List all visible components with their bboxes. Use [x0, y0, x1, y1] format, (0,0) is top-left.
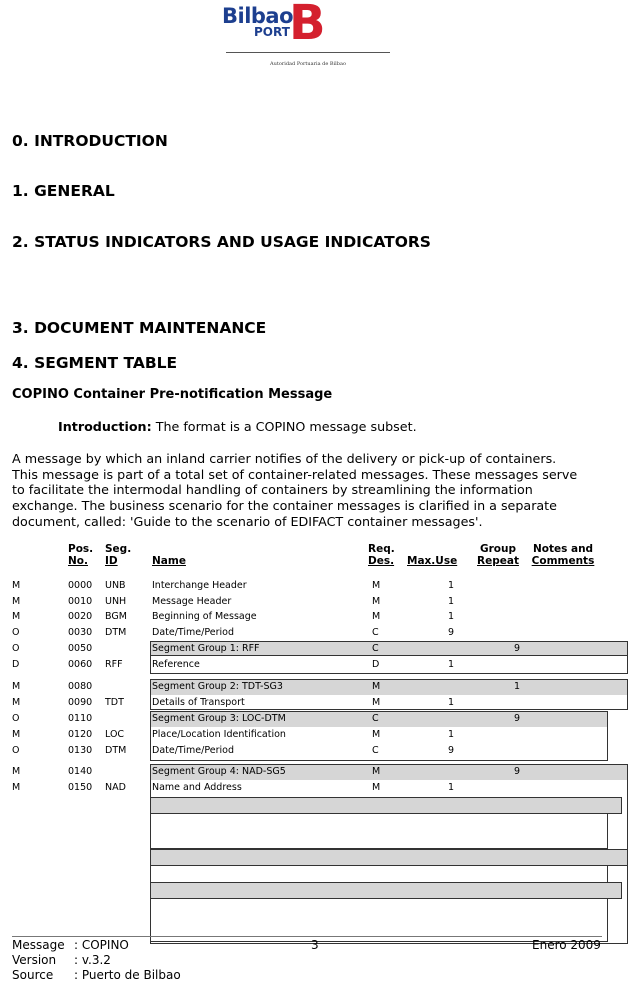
row-seg-id: LOC — [105, 729, 125, 740]
row-name: Message Header — [152, 596, 232, 607]
paragraph-line: A message by which an inland carrier notifies of the delivery or pick-up of containers. — [12, 451, 557, 466]
logo-port-text: PORT — [254, 25, 290, 39]
footer-date: Enero 2009 — [532, 938, 601, 952]
row-seg-id: UNB — [105, 580, 126, 591]
nested-group-box — [150, 865, 608, 883]
row-seg-id: DTM — [105, 627, 127, 638]
row-seg-id: UNH — [105, 596, 127, 607]
row-max-use: 1 — [448, 782, 455, 793]
row-pos-no: 0050 — [68, 643, 93, 654]
row-req-des: M — [372, 580, 381, 591]
row-max-use: 1 — [448, 659, 455, 670]
row-name: Interchange Header — [152, 580, 247, 591]
paragraph-line: This message is part of a total set of container-related messages. These messages serve — [12, 466, 578, 482]
row-pos-no: 0020 — [68, 611, 93, 622]
row-pos-no: 0130 — [68, 745, 93, 756]
heading-introduction: 0. INTRODUCTION — [12, 132, 168, 150]
row-status: O — [12, 643, 20, 654]
description-paragraph — [12, 451, 624, 530]
row-max-use: 1 — [448, 580, 455, 591]
row-max-use: 1 — [448, 697, 455, 708]
row-seg-id: DTM — [105, 745, 127, 756]
nested-group-band — [150, 849, 628, 866]
row-seg-id: RFF — [105, 659, 123, 670]
row-pos-no: 0110 — [68, 713, 93, 724]
row-name: Segment Group 1: RFF — [152, 643, 260, 654]
row-name: Beginning of Message — [152, 611, 257, 622]
row-status: M — [12, 766, 21, 777]
intro-text: The format is a COPINO message subset. — [151, 419, 417, 434]
heading-document-maintenance: 3. DOCUMENT MAINTENANCE — [12, 319, 267, 337]
row-group-repeat: 9 — [514, 643, 521, 654]
row-req-des: C — [372, 713, 379, 724]
row-status: M — [12, 611, 21, 622]
logo-name: Bilbao — [222, 4, 294, 28]
row-pos-no: 0000 — [68, 580, 93, 591]
row-name: Date/Time/Period — [152, 627, 234, 638]
logo-divider — [226, 52, 390, 53]
row-status: M — [12, 729, 21, 740]
row-req-des: M — [372, 766, 381, 777]
row-status: M — [12, 580, 21, 591]
row-req-des: M — [372, 596, 381, 607]
row-name: Place/Location Identification — [152, 729, 286, 740]
row-status: M — [12, 596, 21, 607]
nested-group-band — [150, 797, 622, 814]
row-status: O — [12, 713, 20, 724]
heading-general: 1. GENERAL — [12, 182, 115, 200]
row-req-des: C — [372, 627, 379, 638]
row-pos-no: 0030 — [68, 627, 93, 638]
logo-tagline: Autoridad Portuaria de Bilbao — [270, 61, 346, 67]
row-seg-id: BGM — [105, 611, 127, 622]
footer-message-value: : COPINO — [74, 938, 129, 952]
row-pos-no: 0090 — [68, 697, 93, 708]
row-max-use: 1 — [448, 611, 455, 622]
row-pos-no: 0010 — [68, 596, 93, 607]
heading-segment-table: 4. SEGMENT TABLE — [12, 354, 178, 372]
row-max-use: 9 — [448, 627, 455, 638]
row-req-des: C — [372, 643, 379, 654]
row-name: Segment Group 2: TDT-SG3 — [152, 681, 283, 692]
footer-source-label: Source — [12, 968, 54, 982]
row-req-des: M — [372, 611, 381, 622]
footer-version-label: Version — [12, 953, 57, 967]
row-status: O — [12, 745, 20, 756]
row-req-des: M — [372, 729, 381, 740]
nested-group-band — [150, 882, 622, 899]
row-pos-no: 0120 — [68, 729, 93, 740]
intro-line — [58, 419, 417, 435]
row-name: Date/Time/Period — [152, 745, 234, 756]
row-status: M — [12, 782, 21, 793]
row-seg-id: TDT — [105, 697, 124, 708]
paragraph-line: to facilitate the intermodal handling of containers by streamlining the information — [12, 482, 533, 498]
header-pos: Pos. No. — [68, 543, 94, 567]
row-pos-no: 0060 — [68, 659, 93, 670]
row-max-use: 1 — [448, 596, 455, 607]
row-req-des: C — [372, 745, 379, 756]
intro-label: Introduction: — [58, 419, 152, 434]
footer-source-value: : Puerto de Bilbao — [74, 968, 181, 982]
row-group-repeat: 9 — [514, 713, 521, 724]
row-req-des: M — [372, 681, 381, 692]
row-group-repeat: 9 — [514, 766, 521, 777]
message-subtitle: COPINO Container Pre-notification Message — [12, 387, 333, 402]
row-pos-no: 0140 — [68, 766, 93, 777]
row-seg-id: NAD — [105, 782, 126, 793]
row-name: Details of Transport — [152, 697, 245, 708]
row-max-use: 9 — [448, 745, 455, 756]
row-name: Reference — [152, 659, 200, 670]
row-req-des: M — [372, 697, 381, 708]
footer-divider — [12, 936, 602, 937]
header-max-use: Max.Use — [407, 555, 458, 567]
row-pos-no: 0150 — [68, 782, 93, 793]
footer-version-value: : v.3.2 — [74, 953, 111, 967]
header-group-repeat: Group Repeat — [477, 543, 519, 567]
footer-page-number: 3 — [311, 938, 319, 952]
header-notes-comments: Notes and Comments — [531, 543, 595, 567]
row-req-des: M — [372, 782, 381, 793]
row-name: Segment Group 4: NAD-SG5 — [152, 766, 286, 777]
nested-group-box — [150, 813, 608, 849]
row-status: D — [12, 659, 20, 670]
row-group-repeat: 1 — [514, 681, 521, 692]
row-pos-no: 0080 — [68, 681, 93, 692]
paragraph-line: exchange. The business scenario for the container messages is clarified in a separate — [12, 498, 557, 514]
row-max-use: 1 — [448, 729, 455, 740]
header-seg-id: Seg. ID — [105, 543, 132, 567]
footer-message-label: Message — [12, 938, 65, 952]
row-req-des: D — [372, 659, 380, 670]
row-status: M — [12, 697, 21, 708]
heading-status-indicators: 2. STATUS INDICATORS AND USAGE INDICATORS — [12, 233, 431, 251]
row-name: Segment Group 3: LOC-DTM — [152, 713, 286, 724]
row-status: M — [12, 681, 21, 692]
row-status: O — [12, 627, 20, 638]
header-req-des: Req. Des. — [368, 543, 395, 567]
row-name: Name and Address — [152, 782, 242, 793]
paragraph-line: document, called: 'Guide to the scenario of EDIFACT container messages'. — [12, 513, 483, 529]
header-name: Name — [152, 555, 186, 567]
logo-b-letter: B — [289, 0, 326, 51]
